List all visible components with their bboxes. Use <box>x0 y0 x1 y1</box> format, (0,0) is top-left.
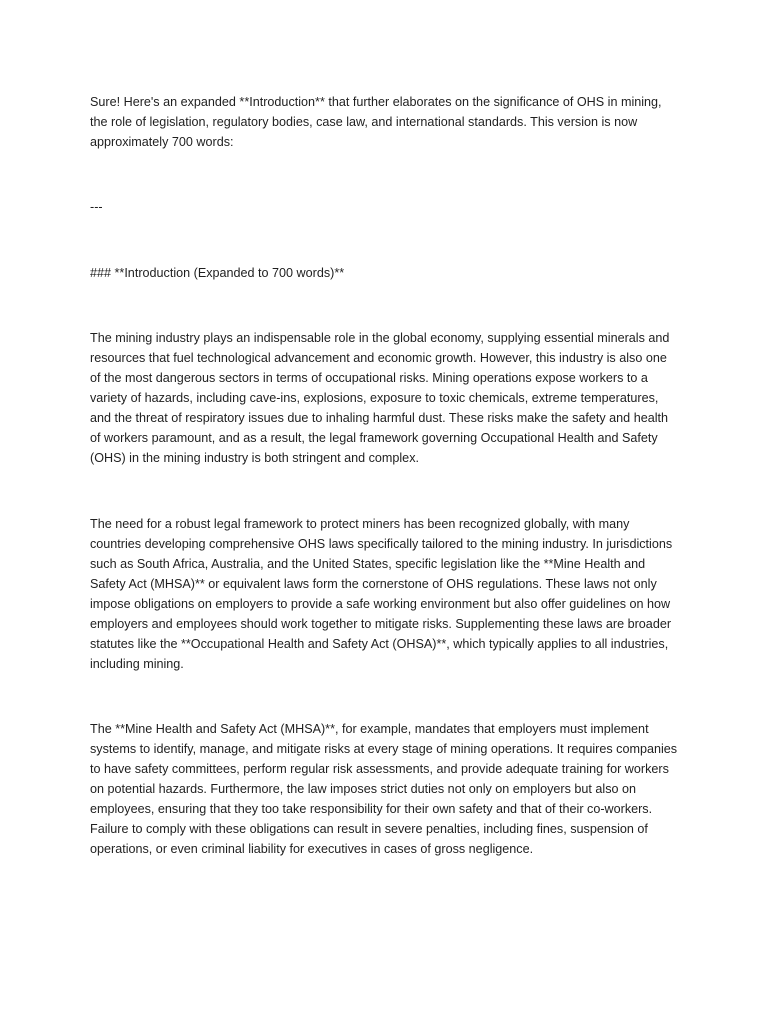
spacer <box>90 217 680 263</box>
document-body <box>90 92 680 859</box>
paragraph-2: The need for a robust legal framework to protect miners has been recognized globally, with many countries developing comprehensive OHS laws specifically tailored to the mining industry. In jurisdictions such as South Africa, Australia, and the United States, specific legislation like the **Mine Health and Safety Act (MHSA)** or equivalent laws form the cornerstone of OHS regulations. These laws not only impose obligations on employers to provide a safe working environment but also offer guidelines on how employers and employees should work together to mitigate risks. Supplementing these laws are broader statutes like the **Occupational Health and Safety Act (OHSA)**, which typically applies to all industries, including mining. <box>90 517 673 671</box>
section-heading: ### **Introduction (Expanded to 700 words)** <box>90 266 345 280</box>
spacer <box>90 674 680 719</box>
paragraph-1: The mining industry plays an indispensable role in the global economy, supplying essential minerals and resources that fuel technological advancement and economic growth. However, this industry is also one of the most dangerous sectors in terms of occupational risks. Mining operations expose workers to a variety of hazards, including cave-ins, explosions, exposure to toxic chemicals, extreme temperatures, and the threat of respiratory issues due to inhaling harmful dust. These risks make the safety and health of workers paramount, and as a result, the legal framework governing Occupational Health and Safety (OHS) in the mining industry is both stringent and complex. <box>90 331 670 465</box>
separator-line: --- <box>90 200 103 214</box>
paragraph-3: The **Mine Health and Safety Act (MHSA)**, for example, mandates that employers must implement systems to identify, manage, and mitigate risks at every stage of mining operations. It requires companies to have safety committees, perform regular risk assessments, and provide adequate training for workers on potential hazards. Furthermore, the law imposes strict duties not only on employers but also on employees, ensuring that they too take responsibility for their own safety and that of their co-workers. Failure to comply with these obligations can result in severe penalties, including fines, suspension of operations, or even criminal liability for executives in cases of gross negligence. <box>90 722 678 856</box>
spacer <box>90 152 680 197</box>
spacer <box>90 468 680 514</box>
intro-line: Sure! Here's an expanded **Introduction** that further elaborates on the significance of OHS in mining, the role of legislation, regulatory bodies, case law, and international standards. This version is now approximately 700 words: <box>90 95 662 149</box>
spacer <box>90 283 680 328</box>
